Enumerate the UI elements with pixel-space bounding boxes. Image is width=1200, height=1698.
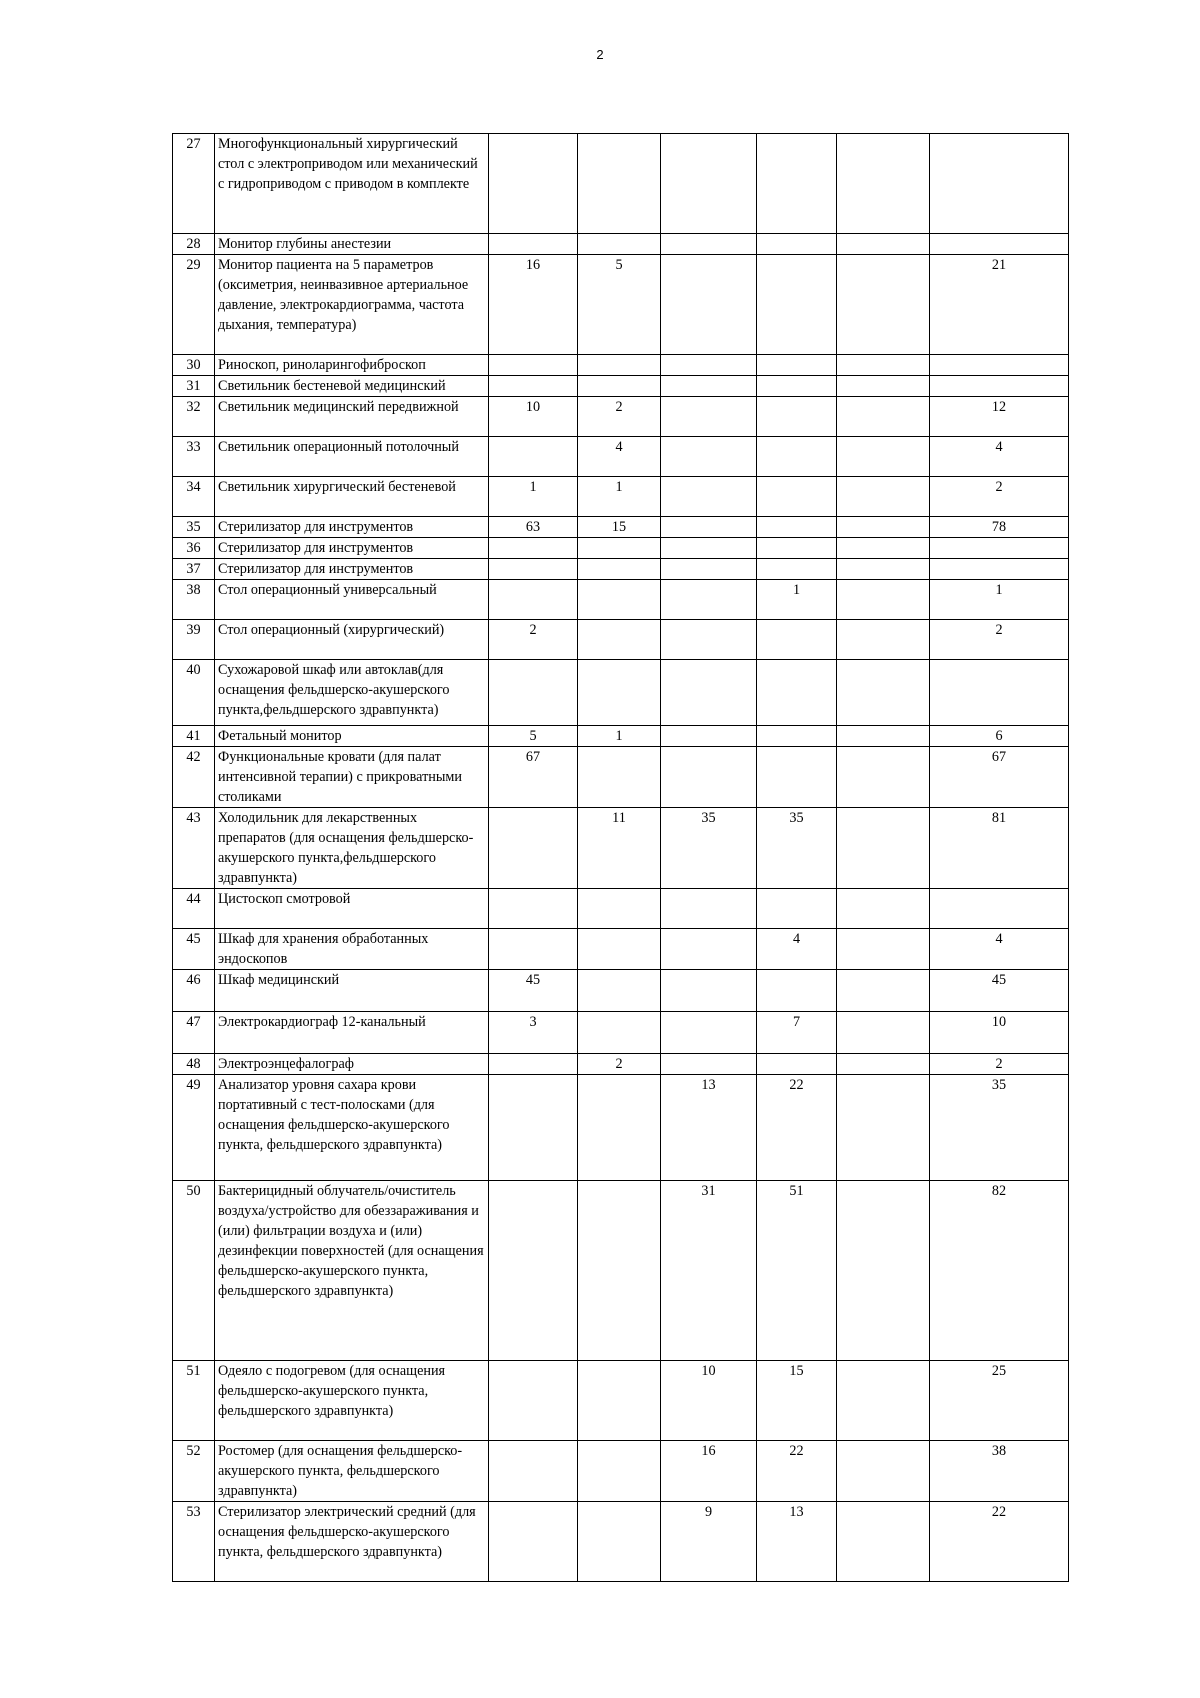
row-number: 49 xyxy=(173,1075,215,1181)
quantity-cell xyxy=(757,620,837,660)
quantity-cell xyxy=(757,1054,837,1075)
table-row xyxy=(173,580,1069,620)
total-cell: 25 xyxy=(930,1361,1069,1441)
quantity-cell xyxy=(661,660,757,726)
total-cell xyxy=(930,234,1069,255)
quantity-cell xyxy=(578,1441,661,1502)
table-row xyxy=(173,559,1069,580)
equipment-name: Риноскоп, риноларингофиброскоп xyxy=(215,355,489,376)
quantity-cell xyxy=(837,747,930,808)
quantity-cell xyxy=(661,1012,757,1054)
quantity-cell: 3 xyxy=(489,1012,578,1054)
table-row xyxy=(173,397,1069,437)
total-cell: 81 xyxy=(930,808,1069,889)
quantity-cell xyxy=(578,889,661,929)
quantity-cell xyxy=(489,1181,578,1361)
quantity-cell xyxy=(489,538,578,559)
quantity-cell xyxy=(489,437,578,477)
table-row xyxy=(173,1441,1069,1502)
quantity-cell: 63 xyxy=(489,517,578,538)
quantity-cell xyxy=(837,376,930,397)
quantity-cell: 15 xyxy=(757,1361,837,1441)
table-row xyxy=(173,477,1069,517)
table-row xyxy=(173,889,1069,929)
quantity-cell xyxy=(757,255,837,355)
quantity-cell: 1 xyxy=(757,580,837,620)
quantity-cell xyxy=(661,538,757,559)
row-number: 37 xyxy=(173,559,215,580)
table-row xyxy=(173,234,1069,255)
row-number: 44 xyxy=(173,889,215,929)
total-cell: 4 xyxy=(930,437,1069,477)
quantity-cell xyxy=(489,559,578,580)
quantity-cell xyxy=(578,620,661,660)
quantity-cell xyxy=(661,970,757,1012)
quantity-cell xyxy=(578,1075,661,1181)
total-cell: 67 xyxy=(930,747,1069,808)
quantity-cell xyxy=(661,376,757,397)
quantity-cell: 16 xyxy=(661,1441,757,1502)
row-number: 34 xyxy=(173,477,215,517)
equipment-name: Ростомер (для оснащения фельдшерско-акушерского пункта, фельдшерского здравпункта) xyxy=(215,1441,489,1502)
quantity-cell xyxy=(661,1054,757,1075)
quantity-cell xyxy=(837,355,930,376)
quantity-cell xyxy=(837,234,930,255)
quantity-cell xyxy=(489,1441,578,1502)
equipment-name: Холодильник для лекарственных препаратов (для оснащения фельдшерско-акушерского пункта,фельдшерского здравпункта) xyxy=(215,808,489,889)
quantity-cell: 15 xyxy=(578,517,661,538)
quantity-cell xyxy=(578,660,661,726)
quantity-cell xyxy=(578,1502,661,1582)
page-number: 2 xyxy=(596,47,604,62)
quantity-cell: 31 xyxy=(661,1181,757,1361)
equipment-name: Сухожаровой шкаф или автоклав(для оснащения фельдшерско-акушерского пункта,фельдшерского здравпункта) xyxy=(215,660,489,726)
equipment-name: Стерилизатор электрический средний (для оснащения фельдшерско-акушерского пункта, фельдшерского здравпункта) xyxy=(215,1502,489,1582)
quantity-cell xyxy=(661,726,757,747)
table-row xyxy=(173,134,1069,234)
equipment-table xyxy=(172,133,1069,1582)
quantity-cell xyxy=(837,517,930,538)
quantity-cell: 51 xyxy=(757,1181,837,1361)
quantity-cell xyxy=(757,747,837,808)
quantity-cell xyxy=(489,234,578,255)
equipment-name: Фетальный монитор xyxy=(215,726,489,747)
total-cell: 21 xyxy=(930,255,1069,355)
total-cell xyxy=(930,660,1069,726)
row-number: 42 xyxy=(173,747,215,808)
quantity-cell xyxy=(661,929,757,970)
quantity-cell xyxy=(489,376,578,397)
quantity-cell xyxy=(757,355,837,376)
quantity-cell xyxy=(837,134,930,234)
quantity-cell xyxy=(757,726,837,747)
table-row xyxy=(173,255,1069,355)
quantity-cell: 67 xyxy=(489,747,578,808)
quantity-cell xyxy=(757,134,837,234)
equipment-name: Стерилизатор для инструментов xyxy=(215,538,489,559)
total-cell xyxy=(930,538,1069,559)
equipment-name: Шкаф медицинский xyxy=(215,970,489,1012)
total-cell: 6 xyxy=(930,726,1069,747)
quantity-cell xyxy=(837,1075,930,1181)
quantity-cell: 2 xyxy=(578,1054,661,1075)
row-number: 27 xyxy=(173,134,215,234)
row-number: 47 xyxy=(173,1012,215,1054)
equipment-name: Светильник хирургический бестеневой xyxy=(215,477,489,517)
quantity-cell xyxy=(837,437,930,477)
quantity-cell xyxy=(578,747,661,808)
quantity-cell xyxy=(578,538,661,559)
quantity-cell: 45 xyxy=(489,970,578,1012)
equipment-name: Светильник операционный потолочный xyxy=(215,437,489,477)
quantity-cell xyxy=(661,517,757,538)
quantity-cell: 16 xyxy=(489,255,578,355)
row-number: 51 xyxy=(173,1361,215,1441)
quantity-cell xyxy=(661,620,757,660)
quantity-cell: 1 xyxy=(578,477,661,517)
quantity-cell: 22 xyxy=(757,1441,837,1502)
quantity-cell xyxy=(489,1361,578,1441)
quantity-cell xyxy=(489,134,578,234)
table-row xyxy=(173,726,1069,747)
quantity-cell xyxy=(661,234,757,255)
quantity-cell xyxy=(837,1502,930,1582)
quantity-cell xyxy=(837,1012,930,1054)
row-number: 36 xyxy=(173,538,215,559)
total-cell: 12 xyxy=(930,397,1069,437)
quantity-cell xyxy=(489,1054,578,1075)
total-cell: 2 xyxy=(930,620,1069,660)
total-cell: 1 xyxy=(930,580,1069,620)
total-cell: 22 xyxy=(930,1502,1069,1582)
quantity-cell: 22 xyxy=(757,1075,837,1181)
quantity-cell xyxy=(757,660,837,726)
equipment-table-body xyxy=(173,134,1069,1582)
equipment-name: Монитор глубины анестезии xyxy=(215,234,489,255)
quantity-cell xyxy=(661,580,757,620)
quantity-cell xyxy=(757,889,837,929)
equipment-name: Стол операционный (хирургический) xyxy=(215,620,489,660)
table-row xyxy=(173,620,1069,660)
quantity-cell xyxy=(837,808,930,889)
quantity-cell xyxy=(837,255,930,355)
table-row xyxy=(173,1361,1069,1441)
row-number: 52 xyxy=(173,1441,215,1502)
equipment-name: Электроэнцефалограф xyxy=(215,1054,489,1075)
quantity-cell xyxy=(578,1012,661,1054)
quantity-cell xyxy=(489,808,578,889)
quantity-cell: 10 xyxy=(661,1361,757,1441)
quantity-cell xyxy=(489,889,578,929)
quantity-cell xyxy=(757,397,837,437)
equipment-name: Электрокардиограф 12-канальный xyxy=(215,1012,489,1054)
quantity-cell xyxy=(578,134,661,234)
quantity-cell xyxy=(837,477,930,517)
quantity-cell xyxy=(837,620,930,660)
table-row xyxy=(173,1075,1069,1181)
total-cell xyxy=(930,376,1069,397)
total-cell: 35 xyxy=(930,1075,1069,1181)
quantity-cell xyxy=(757,437,837,477)
row-number: 41 xyxy=(173,726,215,747)
quantity-cell xyxy=(661,477,757,517)
quantity-cell: 13 xyxy=(661,1075,757,1181)
row-number: 28 xyxy=(173,234,215,255)
quantity-cell xyxy=(757,538,837,559)
table-row xyxy=(173,929,1069,970)
quantity-cell xyxy=(578,929,661,970)
table-row xyxy=(173,747,1069,808)
total-cell xyxy=(930,134,1069,234)
equipment-name: Стерилизатор для инструментов xyxy=(215,517,489,538)
equipment-name: Шкаф для хранения обработанных эндоскопов xyxy=(215,929,489,970)
quantity-cell xyxy=(837,889,930,929)
equipment-name: Многофункциональный хирургический стол с электроприводом или механический с гидроприводом с приводом в комплекте xyxy=(215,134,489,234)
quantity-cell xyxy=(837,538,930,559)
quantity-cell xyxy=(661,255,757,355)
table-row xyxy=(173,376,1069,397)
quantity-cell xyxy=(489,1075,578,1181)
equipment-name: Светильник бестеневой медицинский xyxy=(215,376,489,397)
row-number: 38 xyxy=(173,580,215,620)
quantity-cell xyxy=(661,747,757,808)
quantity-cell xyxy=(578,580,661,620)
table-row xyxy=(173,437,1069,477)
quantity-cell xyxy=(757,517,837,538)
total-cell: 2 xyxy=(930,1054,1069,1075)
row-number: 31 xyxy=(173,376,215,397)
quantity-cell xyxy=(578,1181,661,1361)
equipment-name: Монитор пациента на 5 параметров (оксиметрия, неинвазивное артериальное давление, электрокардиограмма, частота дыхания, температура) xyxy=(215,255,489,355)
row-number: 29 xyxy=(173,255,215,355)
quantity-cell: 4 xyxy=(578,437,661,477)
quantity-cell xyxy=(578,234,661,255)
quantity-cell: 5 xyxy=(578,255,661,355)
quantity-cell: 11 xyxy=(578,808,661,889)
total-cell: 10 xyxy=(930,1012,1069,1054)
quantity-cell xyxy=(837,580,930,620)
equipment-name: Одеяло с подогревом (для оснащения фельдшерско-акушерского пункта, фельдшерского здравпункта) xyxy=(215,1361,489,1441)
quantity-cell xyxy=(757,234,837,255)
total-cell: 78 xyxy=(930,517,1069,538)
quantity-cell xyxy=(661,889,757,929)
table-row xyxy=(173,355,1069,376)
quantity-cell xyxy=(578,559,661,580)
row-number: 46 xyxy=(173,970,215,1012)
row-number: 45 xyxy=(173,929,215,970)
quantity-cell: 4 xyxy=(757,929,837,970)
total-cell xyxy=(930,559,1069,580)
quantity-cell xyxy=(578,1361,661,1441)
quantity-cell: 2 xyxy=(489,620,578,660)
quantity-cell xyxy=(837,929,930,970)
quantity-cell xyxy=(757,376,837,397)
quantity-cell xyxy=(661,134,757,234)
equipment-name: Функциональные кровати (для палат интенсивной терапии) с прикроватными столиками xyxy=(215,747,489,808)
row-number: 53 xyxy=(173,1502,215,1582)
row-number: 39 xyxy=(173,620,215,660)
quantity-cell xyxy=(489,660,578,726)
table-row xyxy=(173,970,1069,1012)
quantity-cell xyxy=(661,355,757,376)
quantity-cell xyxy=(757,559,837,580)
quantity-cell: 13 xyxy=(757,1502,837,1582)
total-cell: 2 xyxy=(930,477,1069,517)
quantity-cell xyxy=(837,660,930,726)
total-cell: 38 xyxy=(930,1441,1069,1502)
quantity-cell: 9 xyxy=(661,1502,757,1582)
equipment-name: Цистоскоп смотровой xyxy=(215,889,489,929)
equipment-name: Стол операционный универсальный xyxy=(215,580,489,620)
total-cell xyxy=(930,889,1069,929)
table-row xyxy=(173,808,1069,889)
quantity-cell xyxy=(757,970,837,1012)
quantity-cell xyxy=(578,970,661,1012)
quantity-cell: 1 xyxy=(489,477,578,517)
quantity-cell xyxy=(489,355,578,376)
quantity-cell xyxy=(837,1361,930,1441)
row-number: 32 xyxy=(173,397,215,437)
quantity-cell xyxy=(578,376,661,397)
quantity-cell xyxy=(661,397,757,437)
row-number: 30 xyxy=(173,355,215,376)
quantity-cell xyxy=(757,477,837,517)
quantity-cell: 5 xyxy=(489,726,578,747)
quantity-cell xyxy=(837,397,930,437)
equipment-name: Бактерицидный облучатель/очиститель воздуха/устройство для обеззараживания и (или) фильтрации воздуха и (или) дезинфекции поверхностей (для оснащения фельдшерско-акушерского пункта, фельдшерского здравпункта) xyxy=(215,1181,489,1361)
table-row xyxy=(173,538,1069,559)
total-cell: 4 xyxy=(930,929,1069,970)
quantity-cell xyxy=(837,559,930,580)
total-cell: 45 xyxy=(930,970,1069,1012)
table-row xyxy=(173,517,1069,538)
row-number: 48 xyxy=(173,1054,215,1075)
quantity-cell: 35 xyxy=(661,808,757,889)
equipment-name: Анализатор уровня сахара крови портативный с тест-полосками (для оснащения фельдшерско-акушерского пункта, фельдшерского здравпункта) xyxy=(215,1075,489,1181)
quantity-cell xyxy=(837,1181,930,1361)
quantity-cell: 10 xyxy=(489,397,578,437)
row-number: 40 xyxy=(173,660,215,726)
quantity-cell xyxy=(661,559,757,580)
table-row xyxy=(173,1054,1069,1075)
quantity-cell xyxy=(489,1502,578,1582)
quantity-cell: 35 xyxy=(757,808,837,889)
quantity-cell: 2 xyxy=(578,397,661,437)
equipment-name: Стерилизатор для инструментов xyxy=(215,559,489,580)
quantity-cell xyxy=(489,580,578,620)
equipment-name: Светильник медицинский передвижной xyxy=(215,397,489,437)
quantity-cell xyxy=(837,1441,930,1502)
quantity-cell xyxy=(661,437,757,477)
total-cell xyxy=(930,355,1069,376)
quantity-cell xyxy=(837,970,930,1012)
quantity-cell xyxy=(837,726,930,747)
table-row xyxy=(173,1181,1069,1361)
row-number: 35 xyxy=(173,517,215,538)
row-number: 43 xyxy=(173,808,215,889)
table-row xyxy=(173,1502,1069,1582)
quantity-cell xyxy=(489,929,578,970)
quantity-cell: 1 xyxy=(578,726,661,747)
table-row xyxy=(173,660,1069,726)
table-row xyxy=(173,1012,1069,1054)
row-number: 33 xyxy=(173,437,215,477)
quantity-cell xyxy=(578,355,661,376)
row-number: 50 xyxy=(173,1181,215,1361)
total-cell: 82 xyxy=(930,1181,1069,1361)
quantity-cell: 7 xyxy=(757,1012,837,1054)
quantity-cell xyxy=(837,1054,930,1075)
